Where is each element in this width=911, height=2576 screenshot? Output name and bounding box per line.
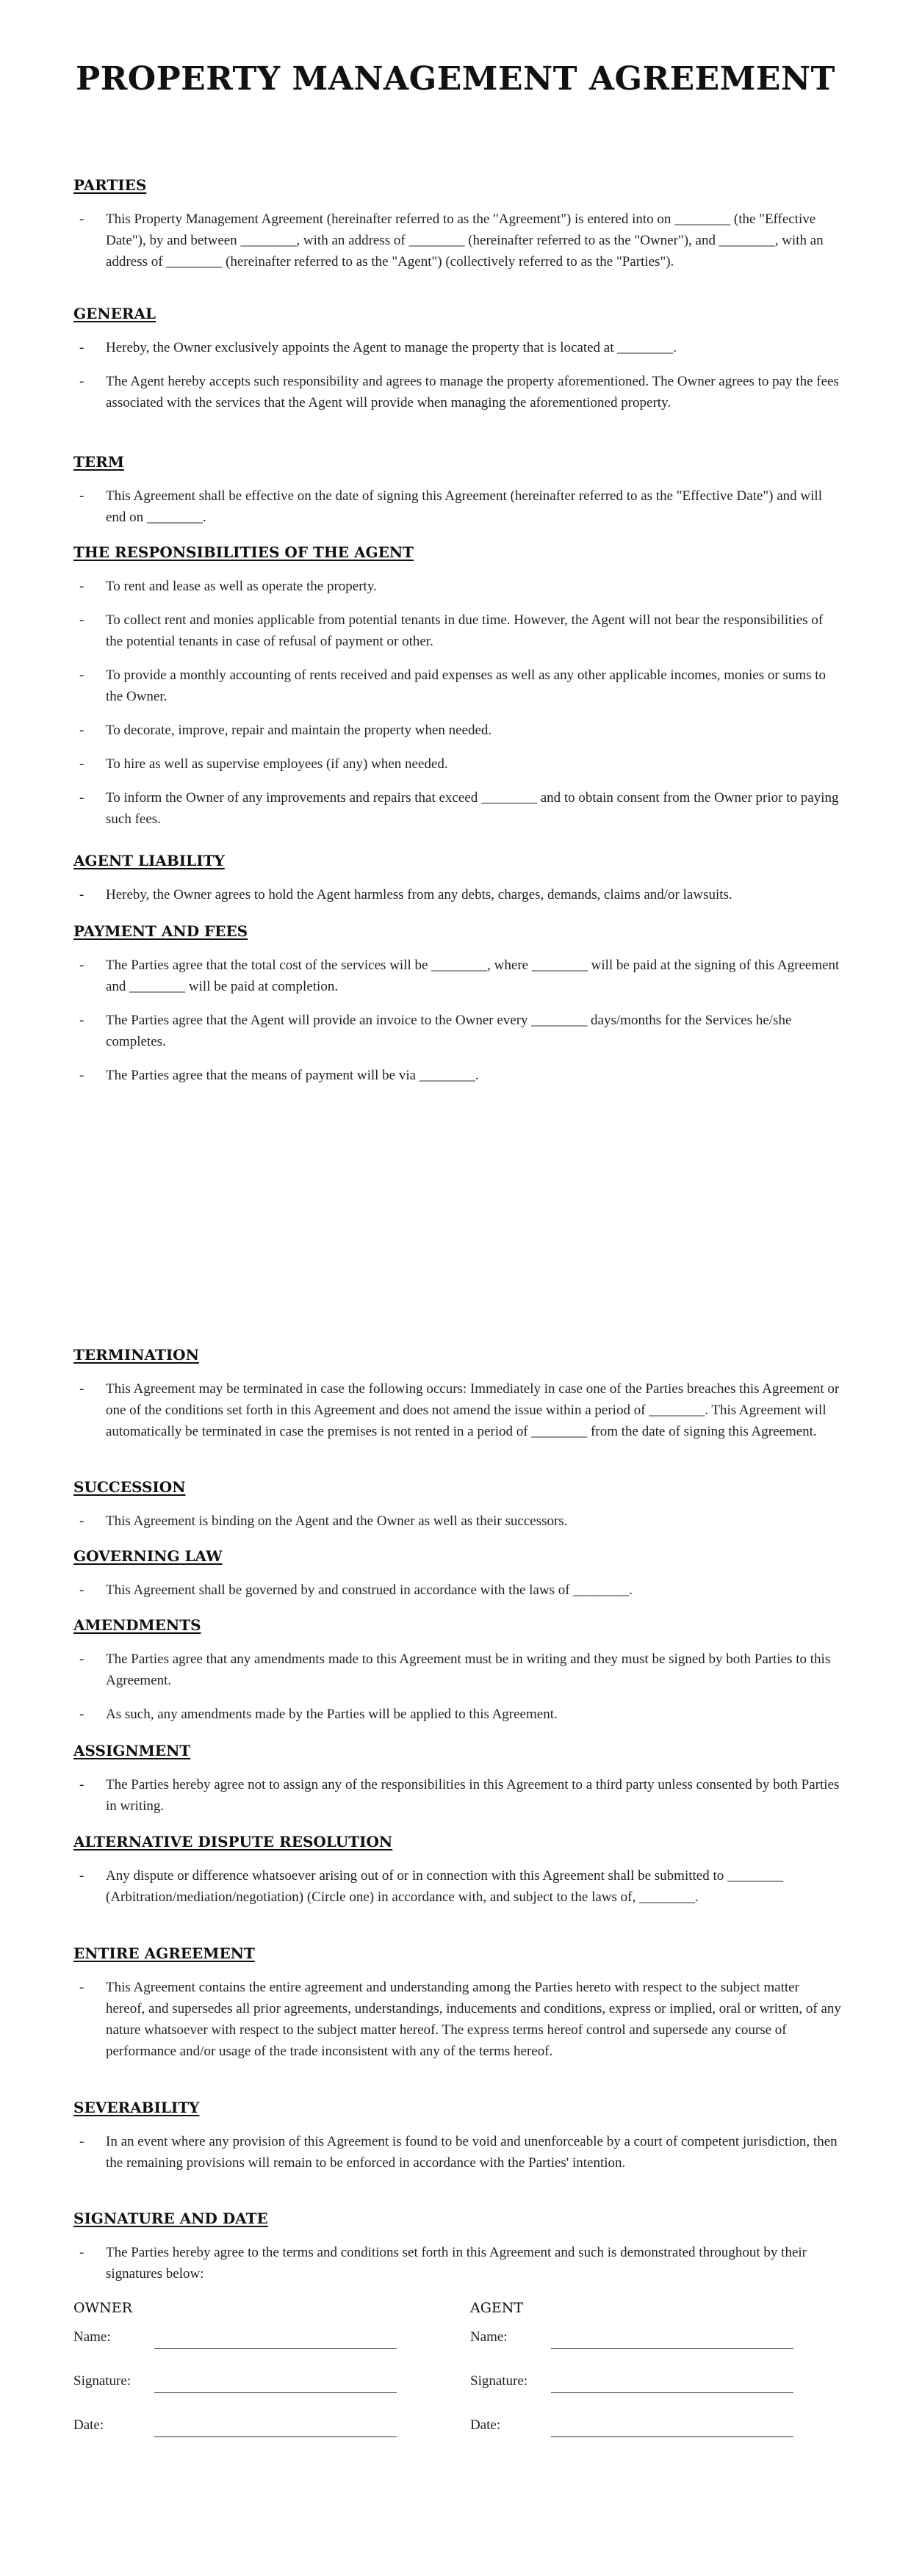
section-governing-law <box>73 1547 841 1613</box>
list-item-text: Hereby, the Owner agrees to hold the Agent harmless from any debts, charges, demands, claims and/or lawsuits. <box>106 887 732 902</box>
bullet-dash: - <box>79 958 84 973</box>
list-item <box>73 955 841 997</box>
agent-name-label: Name: <box>470 2329 508 2345</box>
bullet-dash: - <box>79 1980 84 1995</box>
bullet-dash: - <box>79 1582 84 1598</box>
owner-date-row <box>73 2416 411 2460</box>
agent-signature-label: Signature: <box>470 2373 528 2389</box>
list-item-text: To hire as well as supervise employees (if any) when needed. <box>106 756 448 772</box>
bullet-dash: - <box>79 1651 84 1667</box>
bullet-dash: - <box>79 790 84 806</box>
list-item <box>73 485 841 528</box>
list-item <box>73 609 841 652</box>
list-item <box>73 1065 841 1086</box>
bullet-dash: - <box>79 1013 84 1028</box>
list-item <box>73 371 841 413</box>
agent-name-line[interactable] <box>551 2348 793 2349</box>
list-item <box>73 1378 841 1442</box>
agent-heading: AGENT <box>470 2300 524 2316</box>
section-heading: ALTERNATIVE DISPUTE RESOLUTION <box>73 1833 393 1850</box>
list-item-text: The Parties agree that the Agent will provide an invoice to the Owner every ________ days/months for the Services he/she completes. <box>106 1013 792 1049</box>
section-termination <box>73 1346 841 1455</box>
bullet-dash: - <box>79 612 84 628</box>
bullet-dash: - <box>79 723 84 738</box>
list-item-text: The Parties agree that the means of payment will be via ________. <box>106 1068 479 1083</box>
agent-signature-column <box>470 2300 808 2460</box>
agent-name-row <box>470 2328 808 2372</box>
bullet-dash: - <box>79 211 84 227</box>
list-item <box>73 209 841 272</box>
list-item <box>73 2242 841 2284</box>
bullet-dash: - <box>79 1381 84 1397</box>
list-item <box>73 884 841 905</box>
bullet-dash: - <box>79 756 84 772</box>
document-title: PROPERTY MANAGEMENT AGREEMENT <box>76 60 835 98</box>
section-payment-fees <box>73 922 841 1099</box>
section-heading: ASSIGNMENT <box>73 1742 191 1759</box>
bullet-dash: - <box>79 1707 84 1722</box>
list-item <box>73 1580 841 1601</box>
list-item <box>73 1865 841 1908</box>
signature-block <box>73 2300 841 2483</box>
owner-heading: OWNER <box>73 2300 132 2316</box>
owner-name-row <box>73 2328 411 2372</box>
section-heading: THE RESPONSIBILITIES OF THE AGENT <box>73 543 414 561</box>
owner-name-line[interactable] <box>154 2348 397 2349</box>
owner-signature-line[interactable] <box>154 2392 397 2393</box>
list-item-text: The Agent hereby accepts such responsibility and agrees to manage the property aforementioned. The Owner agrees to pay the fees associated with the services that the Agent will provide when managing the aforementioned property. <box>106 374 839 410</box>
list-item-text: In an event where any provision of this Agreement is found to be void and unenforceable by a court of competent jurisdiction, then the remaining provisions will remain to be enforced in accordance with the Parties' intention. <box>106 2134 838 2171</box>
section-heading: GOVERNING LAW <box>73 1547 223 1565</box>
list-item <box>73 720 841 741</box>
list-item-text: This Agreement shall be governed by and construed in accordance with the laws of ________. <box>106 1582 633 1598</box>
list-item <box>73 1774 841 1817</box>
section-parties <box>73 176 841 285</box>
section-signature-date <box>73 2210 841 2297</box>
list-item-text: To decorate, improve, repair and maintain the property when needed. <box>106 723 492 738</box>
list-item-text: This Property Management Agreement (hereinafter referred to as the "Agreement") is entered into on ________ (the "Effective Date"), by and between ________, with an address of ________ (hereinafter referred to as the "Owner"), and ________, with an address of ________ (hereinafter referred to as the "Agent") (collectively referred to as the "Parties"). <box>106 211 824 269</box>
list-item-text: As such, any amendments made by the Parties will be applied to this Agreement. <box>106 1707 558 1722</box>
owner-signature-row <box>73 2372 411 2416</box>
list-item-text: The Parties agree that any amendments made to this Agreement must be in writing and they must be signed by both Parties to this Agreement. <box>106 1651 831 1688</box>
list-item <box>73 665 841 707</box>
list-item-text: This Agreement shall be effective on the date of signing this Agreement (hereinafter referred to as the "Effective Date") and will end on ________. <box>106 488 822 525</box>
agent-signature-row <box>470 2372 808 2416</box>
list-item <box>73 576 841 597</box>
agent-date-row <box>470 2416 808 2460</box>
section-heading: AGENT LIABILITY <box>73 852 225 869</box>
section-heading: PAYMENT AND FEES <box>73 922 248 940</box>
list-item <box>73 787 841 830</box>
bullet-dash: - <box>79 667 84 683</box>
list-item <box>73 1510 841 1532</box>
section-heading: TERM <box>73 453 124 471</box>
bullet-dash: - <box>79 488 84 504</box>
list-item <box>73 2131 841 2174</box>
list-item-text: This Agreement may be terminated in case the following occurs: Immediately in case one of the Parties breaches this Agreement or one of the conditions set forth in this Agreement and does not amend the issue within a period of ________. This Agreement will automatically be terminated in case the premises is not rented in a period of ________ from the date of signing this Agreement. <box>106 1381 840 1439</box>
section-amendments <box>73 1616 841 1737</box>
list-item <box>73 1704 841 1725</box>
section-assignment <box>73 1742 841 1829</box>
section-heading: ENTIRE AGREEMENT <box>73 1944 255 1962</box>
section-succession <box>73 1478 841 1544</box>
list-item-text: The Parties agree that the total cost of the services will be ________, where ________ will be paid at the signing of this Agreement and ________ will be paid at completion. <box>106 958 840 994</box>
list-item <box>73 1649 841 1691</box>
owner-signature-column <box>73 2300 411 2460</box>
bullet-dash: - <box>79 1868 84 1884</box>
owner-signature-label: Signature: <box>73 2373 132 2389</box>
section-agent-responsibilities <box>73 543 841 842</box>
agent-date-label: Date: <box>470 2417 501 2433</box>
bullet-dash: - <box>79 1068 84 1083</box>
bullet-dash: - <box>79 2134 84 2149</box>
bullet-dash: - <box>79 374 84 389</box>
section-heading: SIGNATURE AND DATE <box>73 2210 268 2227</box>
bullet-dash: - <box>79 340 84 355</box>
section-heading: SEVERABILITY <box>73 2099 200 2116</box>
owner-date-label: Date: <box>73 2417 104 2433</box>
list-item-text: To rent and lease as well as operate the property. <box>106 579 377 594</box>
bullet-dash: - <box>79 1777 84 1792</box>
section-agent-liability <box>73 852 841 918</box>
list-item-text: To provide a monthly accounting of rents received and paid expenses as well as any other applicable incomes, monies or sums to the Owner. <box>106 667 827 704</box>
section-heading: TERMINATION <box>73 1346 199 1364</box>
section-heading: AMENDMENTS <box>73 1616 201 1634</box>
list-item-text: Hereby, the Owner exclusively appoints the Agent to manage the property that is located at ________. <box>106 340 677 355</box>
list-item-text: This Agreement contains the entire agreement and understanding among the Parties hereto with respect to the subject matter hereof, and supersedes all prior agreements, understandings, inducements and conditions, express or implied, oral or written, of any nature whatsoever with respect to the subject matter hereof. The express terms hereof control and supersede any course of performance and/or usage of the trade inconsistent with any of the terms hereof. <box>106 1980 841 2059</box>
section-entire-agreement <box>73 1944 841 2074</box>
list-item <box>73 1010 841 1052</box>
section-heading: PARTIES <box>73 176 147 194</box>
owner-date-line[interactable] <box>154 2436 397 2437</box>
owner-name-label: Name: <box>73 2329 111 2345</box>
section-heading: GENERAL <box>73 305 156 322</box>
list-item-text: The Parties hereby agree not to assign any of the responsibilities in this Agreement to a third party unless consented by both Parties in writing. <box>106 1777 840 1814</box>
agent-signature-line[interactable] <box>551 2392 793 2393</box>
list-item-text: This Agreement is binding on the Agent and the Owner as well as their successors. <box>106 1513 568 1529</box>
agent-date-line[interactable] <box>551 2436 793 2437</box>
list-item-text: Any dispute or difference whatsoever arising out of or in connection with this Agreement shall be submitted to ________ (Arbitration/mediation/negotiation) (Circle one) in accordance with, and subject to the laws of, ________. <box>106 1868 784 1905</box>
list-item-text: The Parties hereby agree to the terms and conditions set forth in this Agreement and such is demonstrated throughout by their signatures below: <box>106 2245 807 2282</box>
section-term <box>73 453 841 540</box>
list-item-text: To collect rent and monies applicable from potential tenants in due time. However, the Agent will not bear the responsibilities of the potential tenants in case of refusal of payment or other. <box>106 612 824 649</box>
section-heading: SUCCESSION <box>73 1478 186 1496</box>
section-dispute-resolution <box>73 1833 841 1920</box>
list-item <box>73 337 841 358</box>
list-item <box>73 1977 841 2062</box>
list-item-text: To inform the Owner of any improvements and repairs that exceed ________ and to obtain consent from the Owner prior to paying such fees. <box>106 790 839 827</box>
list-item <box>73 753 841 775</box>
section-severability <box>73 2099 841 2186</box>
bullet-dash: - <box>79 2245 84 2260</box>
bullet-dash: - <box>79 579 84 594</box>
bullet-dash: - <box>79 887 84 902</box>
bullet-dash: - <box>79 1513 84 1529</box>
section-general <box>73 305 841 426</box>
